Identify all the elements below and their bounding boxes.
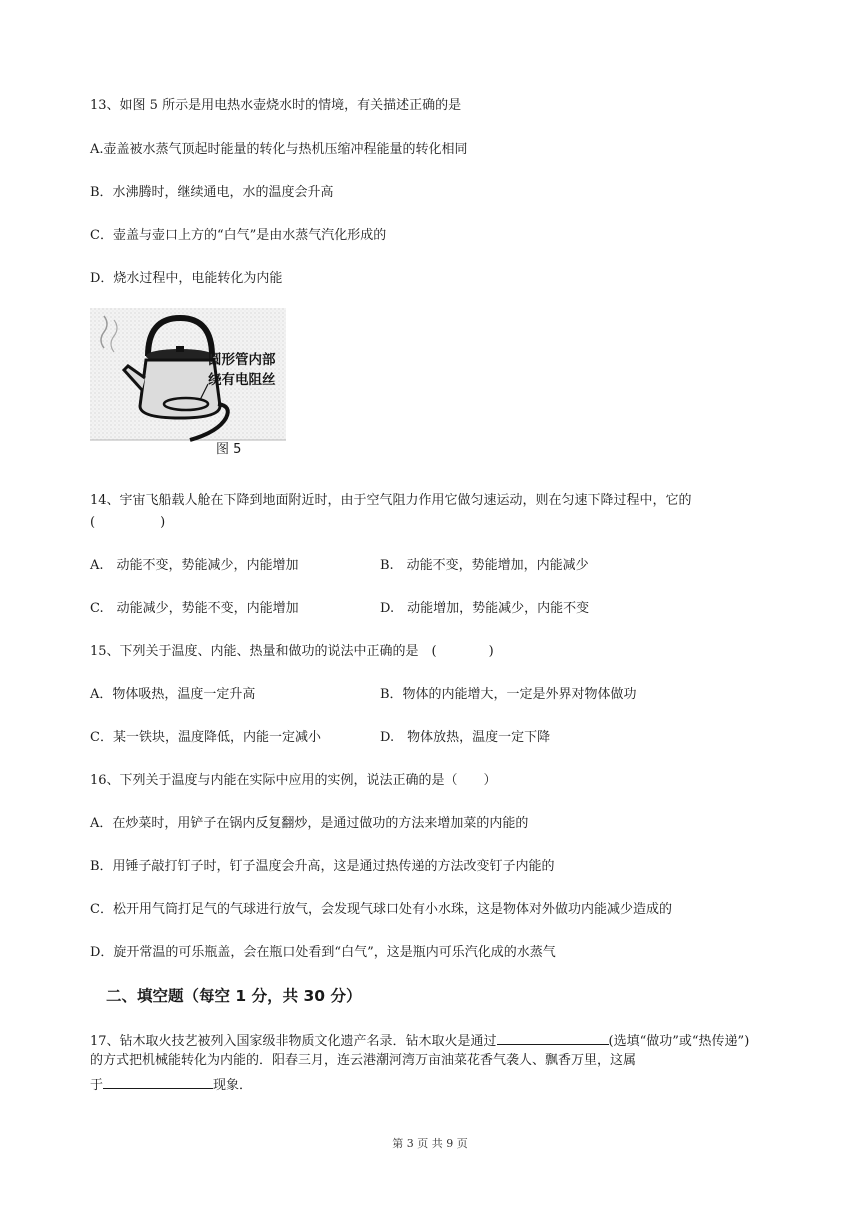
q15-option-a: A．物体吸热，温度一定升高 — [90, 687, 256, 702]
q17-blank-2[interactable] — [103, 1074, 213, 1089]
figure-label-line1: 圆形管内部 — [208, 352, 276, 368]
q17-blank-1[interactable] — [497, 1030, 609, 1045]
q17-line3-suffix: 现象． — [213, 1078, 253, 1093]
q14-option-c: C. 动能减少，势能不变，内能增加 — [90, 601, 299, 616]
q17-line1-text: 17、钻木取火技艺被列入国家级非物质文化遗产名录．钻木取火是通过 — [90, 1034, 497, 1049]
q14-option-b: B. 动能不变，势能增加，内能减少 — [380, 558, 589, 573]
q14-stem-line2: ( ) — [90, 515, 166, 530]
q13-option-d: D．烧水过程中，电能转化为内能 — [90, 271, 283, 286]
q16-option-b: B．用锤子敲打钉子时，钉子温度会升高，这是通过热传递的方法改变钉子内能的 — [90, 859, 555, 874]
q17-line3-text: 于 — [90, 1078, 104, 1093]
q14-stem-line1: 14、宇宙飞船载人舱在下降到地面附近时，由于空气阻力作用它做匀速运动，则在匀速下降过程中，它的 — [90, 493, 692, 508]
q17-line1 — [90, 1030, 749, 1051]
q16-option-c: C．松开用气筒打足气的气球进行放气，会发现气球口处有小水珠，这是物体对外做功内能减少造成的 — [90, 902, 672, 917]
q16-option-a: A．在炒菜时，用铲子在锅内反复翻炒，是通过做功的方法来增加菜的内能的 — [90, 816, 529, 831]
q17-line3 — [90, 1074, 252, 1095]
q14-option-a: A. 动能不变，势能减少，内能增加 — [90, 558, 299, 573]
q14-option-d: D. 动能增加，势能减少，内能不变 — [380, 601, 590, 616]
kettle-illustration — [90, 308, 286, 442]
q13-stem: 13、如图 5 所示是用电热水壶烧水时的情境，有关描述正确的是 — [90, 98, 462, 113]
q15-option-d: D. 物体放热，温度一定下降 — [380, 730, 551, 745]
q15-option-b: B．物体的内能增大，一定是外界对物体做功 — [380, 687, 637, 702]
figure-label-line2: 绕有电阻丝 — [208, 372, 276, 388]
q13-option-c: C．壶盖与壶口上方的“白气”是由水蒸气汽化形成的 — [90, 228, 387, 243]
q16-option-d: D．旋开常温的可乐瓶盖，会在瓶口处看到“白气”，这是瓶内可乐汽化成的水蒸气 — [90, 945, 556, 960]
q15-stem: 15、下列关于温度、内能、热量和做功的说法中正确的是 ( ) — [90, 644, 494, 659]
section-heading-fill-in: 二、填空题（每空 1 分，共 30 分） — [106, 987, 362, 1005]
page-number-footer: 第 3 页 共 9 页 — [392, 1137, 468, 1150]
q17-line2: 的方式把机械能转化为内能的．阳春三月，连云港潮河湾万亩油菜花香气袭人、飘香万里，这属 — [90, 1053, 637, 1068]
q16-stem: 16、下列关于温度与内能在实际中应用的实例，说法正确的是（ ） — [90, 773, 497, 788]
figure-caption: 图 5 — [216, 442, 242, 457]
q13-option-b: B．水沸腾时，继续通电，水的温度会升高 — [90, 185, 334, 200]
q15-option-c: C．某一铁块，温度降低，内能一定减小 — [90, 730, 321, 745]
q13-option-a: A.壶盖被水蒸气顶起时能量的转化与热机压缩冲程能量的转化相同 — [90, 142, 468, 157]
q17-line1-choice-hint: (选填“做功”或“热传递”) — [608, 1034, 750, 1049]
kettle-figure — [90, 308, 286, 442]
